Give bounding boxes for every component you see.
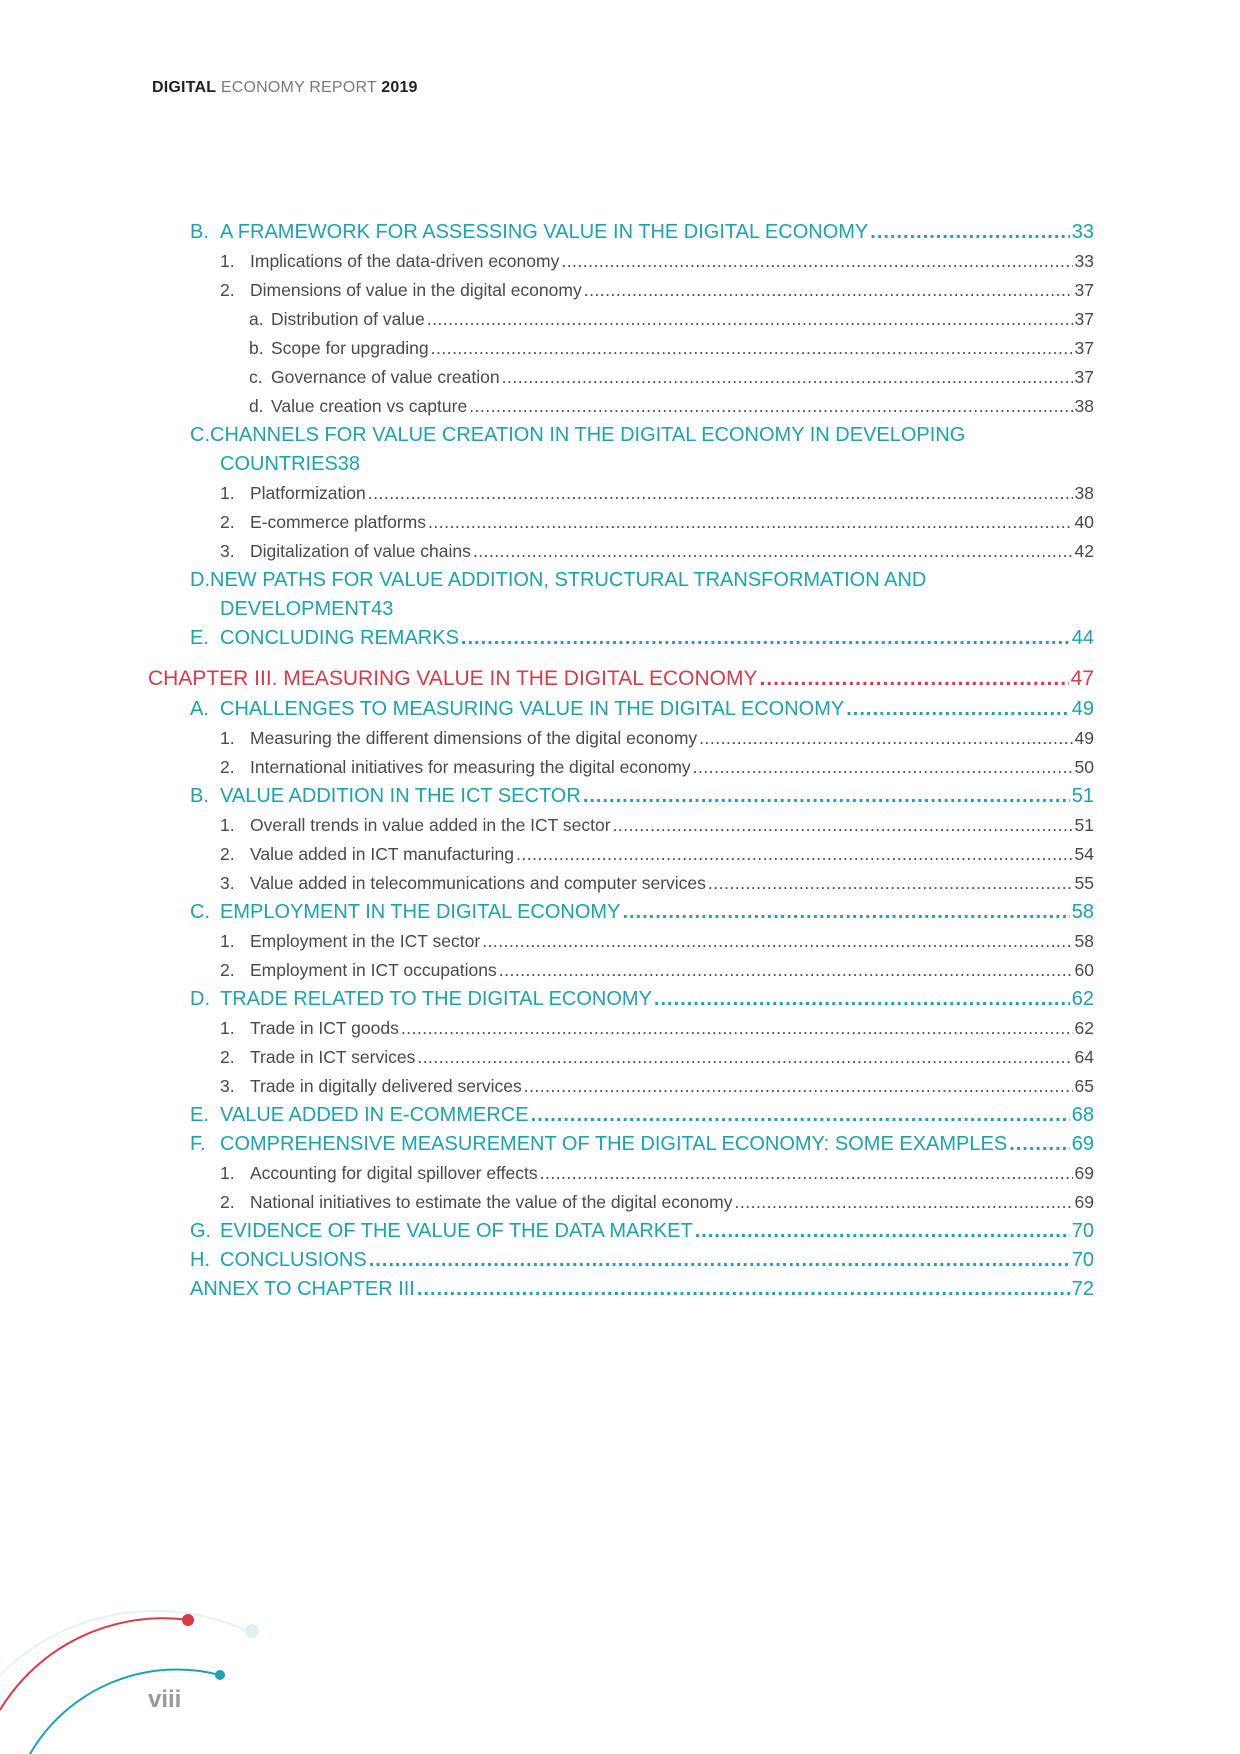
toc-entry-number: 2. (220, 1047, 235, 1067)
toc-entry-number: 1. (220, 1163, 235, 1183)
toc-subsection-entry[interactable] (148, 1072, 1094, 1101)
toc-subsection-entry[interactable] (148, 392, 1094, 421)
toc-dot-leader (524, 1072, 1073, 1101)
toc-entry-title: Governance of value creation (271, 367, 500, 387)
toc-dot-leader (531, 1101, 1070, 1130)
toc-dot-leader (417, 1043, 1072, 1072)
toc-subsection-entry[interactable] (148, 276, 1094, 305)
toc-section-entry[interactable] (148, 782, 1094, 811)
toc-section-entry[interactable] (148, 898, 1094, 927)
toc-entry-title: Trade in ICT services (250, 1047, 416, 1067)
toc-entry-title: Measuring the different dimensions of the digital economy (250, 728, 698, 748)
toc-entry-number: 1. (220, 1018, 235, 1038)
toc-subsection-entry[interactable] (148, 537, 1094, 566)
toc-dot-leader (1009, 1130, 1070, 1159)
toc-subsection-entry[interactable] (148, 247, 1094, 276)
toc-entry-page: 64 (1074, 1047, 1094, 1067)
toc-entry-number: b. (249, 338, 264, 358)
toc-dot-leader (469, 392, 1072, 421)
toc-entry-page: 58 (1074, 931, 1094, 951)
toc-entry-page: 33 (1071, 221, 1094, 243)
toc-entry-number: a. (249, 309, 264, 329)
toc-section-entry[interactable] (148, 1101, 1094, 1130)
toc-entry-page: 68 (1071, 1104, 1094, 1126)
toc-entry-number: 1. (220, 483, 235, 503)
toc-entry-title: TRADE RELATED TO THE DIGITAL ECONOMY (220, 988, 652, 1010)
toc-entry-page: 42 (1074, 541, 1094, 561)
toc-entry-page: 40 (1074, 512, 1094, 532)
toc-entry-number: 1. (220, 251, 235, 271)
toc-dot-leader (693, 753, 1073, 782)
toc-entry-number: 3. (220, 1076, 235, 1096)
toc-dot-leader (369, 1246, 1070, 1275)
toc-entry-number: 2. (220, 280, 235, 300)
running-header (152, 79, 418, 97)
toc-entry-title: E-commerce platforms (250, 512, 427, 532)
toc-dot-leader (428, 508, 1073, 537)
toc-entry-page: 33 (1074, 251, 1094, 271)
toc-dot-leader (461, 624, 1070, 653)
toc-entry-page: 49 (1074, 728, 1094, 748)
toc-entry-title: A FRAMEWORK FOR ASSESSING VALUE IN THE DIGITAL ECONOMY (220, 221, 869, 243)
toc-entry-number: 1. (220, 728, 235, 748)
toc-section-entry[interactable] (148, 218, 1094, 247)
toc-entry-number: D. (190, 988, 210, 1010)
toc-entry-page: 37 (1074, 309, 1094, 329)
toc-entry-title: Accounting for digital spillover effects (250, 1163, 538, 1183)
toc-entry-number: 1. (220, 931, 235, 951)
toc-section-entry[interactable] (148, 624, 1094, 653)
toc-entry-number: 2. (220, 844, 235, 864)
toc-entry-number: E. (190, 1104, 209, 1126)
toc-dot-leader (695, 1217, 1070, 1246)
toc-entry-page: 50 (1074, 757, 1094, 777)
toc-entry-number: 2. (220, 757, 235, 777)
toc-entry-number: A. (190, 698, 209, 720)
table-of-contents (148, 218, 1094, 1304)
toc-subsection-entry[interactable] (148, 724, 1094, 753)
toc-dot-leader (870, 218, 1069, 247)
toc-section-entry[interactable] (148, 985, 1094, 1014)
toc-subsection-entry[interactable] (148, 305, 1094, 334)
toc-entry-title-cont: DEVELOPMENT (220, 598, 372, 620)
toc-entry-number: 2. (220, 960, 235, 980)
toc-dot-leader (622, 898, 1069, 927)
toc-entry-title-cont: COUNTRIES (220, 453, 338, 475)
toc-entry-title: COMPREHENSIVE MEASUREMENT OF THE DIGITAL ECONOMY: SOME EXAMPLES (220, 1133, 1008, 1155)
header-economy-report: ECONOMY REPORT (220, 79, 377, 96)
toc-subsection-entry[interactable] (148, 1014, 1094, 1043)
toc-dot-leader (427, 305, 1073, 334)
toc-dot-leader (654, 985, 1070, 1014)
toc-section-entry[interactable] (148, 1246, 1094, 1275)
toc-entry-number: 2. (220, 512, 235, 532)
toc-section-entry[interactable] (148, 1275, 1094, 1304)
toc-entry-page: 58 (1071, 901, 1094, 923)
toc-subsection-entry[interactable] (148, 811, 1094, 840)
toc-entry-number: B. (190, 785, 209, 807)
toc-entry-number: E. (190, 627, 209, 649)
toc-subsection-entry[interactable] (148, 479, 1094, 508)
toc-entry-title: NEW PATHS FOR VALUE ADDITION, STRUCTURAL TRANSFORMATION AND (210, 569, 927, 591)
toc-entry-number: C. (190, 901, 210, 923)
toc-entry-title: CHAPTER III. MEASURING VALUE IN THE DIGITAL ECONOMY (148, 667, 758, 690)
toc-entry-page: 37 (1074, 280, 1094, 300)
toc-dot-leader (516, 840, 1073, 869)
header-year: 2019 (381, 79, 418, 96)
toc-entry-title: Platformization (250, 483, 366, 503)
toc-dot-leader (613, 811, 1073, 840)
toc-entry-number: d. (249, 396, 264, 416)
toc-entry-title: Value creation vs capture (271, 396, 468, 416)
toc-entry-page: 37 (1074, 367, 1094, 387)
toc-section-entry[interactable] (148, 421, 1094, 479)
toc-dot-leader (417, 1275, 1070, 1304)
toc-entry-number: F. (190, 1133, 206, 1155)
toc-entry-title: Digitalization of value chains (250, 541, 471, 561)
page-number: viii (148, 1686, 182, 1713)
toc-entry-number: G. (190, 1220, 212, 1242)
toc-dot-leader (846, 695, 1070, 724)
toc-subsection-entry[interactable] (148, 956, 1094, 985)
toc-entry-line1 (190, 566, 1094, 595)
toc-dot-leader (584, 276, 1073, 305)
toc-entry-line1 (190, 421, 1094, 450)
toc-section-entry[interactable] (148, 695, 1094, 724)
toc-entry-page: 43 (371, 598, 394, 620)
toc-entry-title: CHALLENGES TO MEASURING VALUE IN THE DIGITAL ECONOMY (220, 698, 845, 720)
toc-subsection-entry[interactable] (148, 363, 1094, 392)
toc-subsection-entry[interactable] (148, 1043, 1094, 1072)
toc-entry-line2 (190, 595, 1094, 624)
toc-entry-page: 69 (1071, 1133, 1094, 1155)
toc-dot-leader (540, 1159, 1073, 1188)
toc-entry-number: C. (190, 424, 210, 446)
toc-entry-page: 49 (1071, 698, 1094, 720)
toc-dot-leader (499, 956, 1073, 985)
toc-entry-page: 69 (1074, 1163, 1094, 1183)
toc-subsection-entry[interactable] (148, 508, 1094, 537)
toc-entry-page: 69 (1074, 1192, 1094, 1212)
toc-entry-page: 62 (1071, 988, 1094, 1010)
toc-entry-number: 1. (220, 815, 235, 835)
toc-entry-page: 65 (1074, 1076, 1094, 1096)
decorative-arcs (0, 1580, 300, 1754)
toc-entry-title: Overall trends in value added in the ICT sector (250, 815, 611, 835)
toc-section-entry[interactable] (148, 1130, 1094, 1159)
toc-entry-title: CHANNELS FOR VALUE CREATION IN THE DIGITAL ECONOMY IN DEVELOPING (210, 424, 966, 446)
toc-entry-line2 (190, 450, 1094, 479)
toc-entry-title: Trade in ICT goods (250, 1018, 399, 1038)
toc-entry-page: 38 (1074, 483, 1094, 503)
toc-chapter-entry[interactable] (148, 663, 1094, 695)
toc-entry-page: 38 (1074, 396, 1094, 416)
toc-subsection-entry[interactable] (148, 753, 1094, 782)
toc-entry-title: VALUE ADDITION IN THE ICT SECTOR (220, 785, 581, 807)
toc-dot-leader (401, 1014, 1073, 1043)
toc-entry-page: 44 (1071, 627, 1094, 649)
toc-entry-page: 62 (1074, 1018, 1094, 1038)
toc-section-entry[interactable] (148, 1217, 1094, 1246)
toc-entry-page: 60 (1074, 960, 1094, 980)
toc-entry-number: B. (190, 221, 209, 243)
toc-entry-title: Dimensions of value in the digital economy (250, 280, 582, 300)
toc-dot-leader (735, 1188, 1073, 1217)
toc-entry-page: 47 (1070, 667, 1094, 690)
toc-entry-number: 3. (220, 873, 235, 893)
toc-dot-leader (699, 724, 1072, 753)
toc-entry-title: National initiatives to estimate the value of the digital economy (250, 1192, 733, 1212)
toc-entry-number: D. (190, 569, 210, 591)
toc-dot-leader (502, 363, 1073, 392)
toc-entry-number: c. (249, 367, 263, 387)
toc-entry-title: ANNEX TO CHAPTER III (190, 1278, 415, 1300)
toc-entry-number: 2. (220, 1192, 235, 1212)
toc-entry-page: 37 (1074, 338, 1094, 358)
toc-dot-leader (368, 479, 1073, 508)
toc-entry-page: 70 (1071, 1249, 1094, 1271)
toc-entry-title: Scope for upgrading (271, 338, 429, 358)
toc-dot-leader (431, 334, 1073, 363)
toc-entry-number: H. (190, 1249, 210, 1271)
toc-entry-title: Employment in the ICT sector (250, 931, 481, 951)
toc-dot-leader (583, 782, 1070, 811)
toc-entry-page: 70 (1071, 1220, 1094, 1242)
toc-entry-title: Implications of the data-driven economy (250, 251, 560, 271)
toc-entry-number: 3. (220, 541, 235, 561)
toc-entry-title: International initiatives for measuring the digital economy (250, 757, 691, 777)
toc-subsection-entry[interactable] (148, 927, 1094, 956)
toc-entry-title: EVIDENCE OF THE VALUE OF THE DATA MARKET (220, 1220, 693, 1242)
toc-subsection-entry[interactable] (148, 840, 1094, 869)
toc-entry-title: EMPLOYMENT IN THE DIGITAL ECONOMY (220, 901, 621, 923)
toc-subsection-entry[interactable] (148, 869, 1094, 898)
toc-entry-title: CONCLUSIONS (220, 1249, 367, 1271)
toc-dot-leader (561, 247, 1072, 276)
toc-entry-page: 55 (1074, 873, 1094, 893)
toc-dot-leader (708, 869, 1073, 898)
toc-entry-page: 54 (1074, 844, 1094, 864)
toc-subsection-entry[interactable] (148, 334, 1094, 363)
toc-entry-title: Value added in ICT manufacturing (250, 844, 514, 864)
toc-subsection-entry[interactable] (148, 1188, 1094, 1217)
toc-entry-page: 38 (337, 453, 361, 475)
toc-dot-leader (759, 663, 1068, 695)
toc-entry-title: Distribution of value (271, 309, 425, 329)
toc-entry-title: Employment in ICT occupations (250, 960, 497, 980)
toc-dot-leader (473, 537, 1073, 566)
toc-dot-leader (482, 927, 1072, 956)
toc-entry-title: Trade in digitally delivered services (250, 1076, 522, 1096)
toc-entry-title: CONCLUDING REMARKS (220, 627, 459, 649)
toc-section-entry[interactable] (148, 566, 1094, 624)
header-digital: DIGITAL (152, 79, 217, 96)
toc-subsection-entry[interactable] (148, 1159, 1094, 1188)
toc-entry-title: Value added in telecommunications and computer services (250, 873, 706, 893)
toc-entry-page: 51 (1074, 815, 1094, 835)
toc-entry-page: 51 (1071, 785, 1094, 807)
toc-entry-title: VALUE ADDED IN E-COMMERCE (220, 1104, 529, 1126)
toc-entry-page: 72 (1071, 1278, 1094, 1300)
